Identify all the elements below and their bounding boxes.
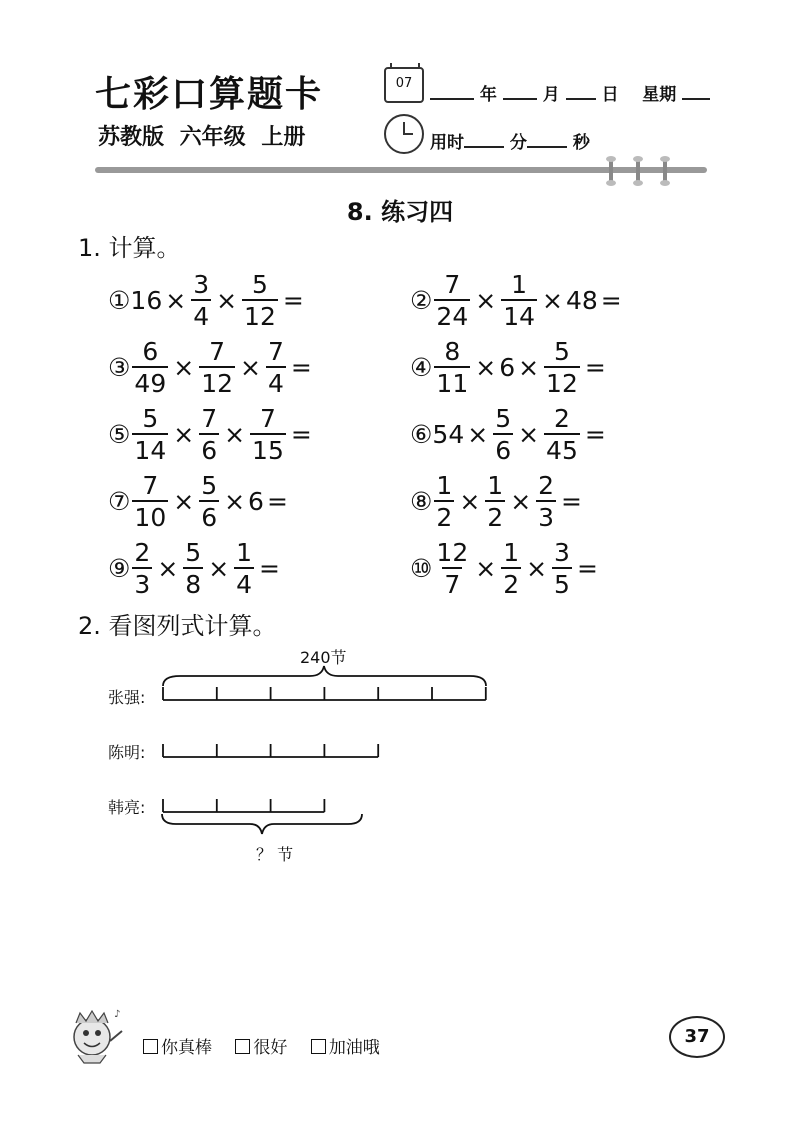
times-sign: ×	[173, 420, 195, 449]
times-sign: ×	[224, 420, 246, 449]
numerator: 1	[436, 471, 453, 500]
problem-number: ⑦	[108, 487, 131, 516]
denominator: 2	[501, 567, 521, 597]
bottom-brace	[162, 814, 362, 834]
numerator: 5	[554, 337, 570, 366]
times-sign: ×	[475, 554, 497, 583]
numerator: 1	[503, 538, 520, 567]
problem-number: ⑤	[108, 420, 131, 449]
checkbox-icon[interactable]	[143, 1039, 158, 1054]
numerator: 8	[444, 337, 461, 366]
problem-number: ④	[410, 353, 433, 382]
denominator: 6	[199, 500, 219, 530]
denominator: 2	[485, 500, 505, 530]
denominator: 6	[199, 433, 219, 463]
time-label: 用时	[430, 133, 464, 153]
denominator: 14	[132, 433, 168, 463]
integer: 6	[248, 487, 264, 516]
denominator: 3	[132, 567, 152, 597]
denominator: 10	[132, 500, 168, 530]
total-label: 240节	[300, 648, 347, 667]
denominator: 7	[442, 567, 462, 597]
times-sign: ×	[542, 286, 563, 315]
equals-sign: =	[576, 554, 598, 583]
numerator: 2	[134, 538, 151, 567]
integer: 54	[432, 420, 465, 449]
numerator: 7	[201, 404, 218, 433]
numerator: 5	[142, 404, 159, 433]
integer: 16	[130, 286, 163, 315]
numerator: 6	[142, 337, 159, 366]
problem-number: ⑥	[410, 420, 433, 449]
denominator: 12	[199, 366, 235, 396]
problem-number: ②	[410, 286, 433, 315]
times-sign: ×	[475, 353, 497, 382]
equals-sign: =	[282, 286, 304, 315]
denominator: 3	[536, 500, 556, 530]
times-sign: ×	[165, 286, 187, 315]
year-label: 年	[479, 85, 497, 105]
times-sign: ×	[518, 353, 540, 382]
denominator: 12	[544, 366, 580, 396]
times-sign: ×	[173, 487, 195, 516]
option-good[interactable]: 很好	[235, 1038, 287, 1058]
integer: 48	[565, 286, 598, 315]
checkbox-icon[interactable]	[311, 1039, 326, 1054]
numerator: 7	[260, 404, 276, 433]
second-label: 秒	[572, 133, 590, 153]
rating-options	[143, 1033, 398, 1058]
minute-label: 分	[509, 133, 527, 153]
times-sign: ×	[240, 353, 261, 382]
equals-sign: =	[266, 487, 288, 516]
times-sign: ×	[510, 487, 532, 516]
problem-number: ⑧	[410, 487, 433, 516]
numerator: 12	[436, 538, 469, 567]
numerator: 7	[444, 270, 461, 299]
problem-number: ⑨	[108, 554, 131, 583]
times-sign: ×	[173, 353, 195, 382]
numerator: 3	[554, 538, 570, 567]
mascot-icon	[70, 1003, 128, 1065]
denominator: 49	[132, 366, 168, 396]
numerator: 1	[236, 538, 253, 567]
denominator: 8	[183, 567, 203, 597]
problem-number: ③	[108, 353, 131, 382]
times-sign: ×	[518, 420, 540, 449]
equals-sign: =	[600, 286, 622, 315]
edition-label: 苏教版 六年级 上册	[98, 125, 306, 150]
times-sign: ×	[216, 286, 238, 315]
equals-sign: =	[584, 420, 606, 449]
row-label-chenming: 陈明:	[108, 743, 146, 762]
times-sign: ×	[208, 554, 230, 583]
denominator: 14	[501, 299, 537, 329]
numerator: 1	[487, 471, 504, 500]
numerator: 1	[511, 270, 528, 299]
numerator: 5	[185, 538, 202, 567]
numerator: 5	[495, 404, 512, 433]
checkbox-icon[interactable]	[235, 1039, 250, 1054]
equals-sign: =	[290, 353, 312, 382]
brand-title: 七彩口算题卡	[95, 73, 324, 115]
q2-heading: 2. 看图列式计算。	[78, 612, 277, 640]
times-sign: ×	[475, 286, 497, 315]
question-label: ？ 节	[256, 845, 294, 864]
times-sign: ×	[459, 487, 481, 516]
times-sign: ×	[224, 487, 246, 516]
equals-sign: =	[584, 353, 606, 382]
svg-text:♪: ♪	[114, 1009, 121, 1020]
problem-number: ⑩	[410, 554, 433, 583]
denominator: 15	[250, 433, 286, 463]
month-label: 月	[542, 85, 560, 105]
denominator: 5	[552, 567, 572, 597]
equals-sign: =	[259, 554, 280, 583]
denominator: 12	[242, 299, 278, 329]
denominator: 6	[493, 433, 513, 463]
weekday-label: 星期	[642, 85, 677, 105]
numerator: 7	[209, 337, 226, 366]
denominator: 4	[191, 299, 211, 329]
page-number: 37	[669, 1016, 725, 1058]
numerator: 5	[201, 471, 218, 500]
problem-number: ①	[108, 286, 131, 315]
denominator: 4	[266, 366, 286, 396]
row-label-hanliang: 韩亮:	[108, 798, 146, 817]
option-great[interactable]: 你真棒	[143, 1038, 212, 1058]
row-label-zhangqiang: 张强:	[108, 688, 146, 707]
q1-heading: 1. 计算。	[78, 234, 181, 262]
numerator: 2	[554, 404, 570, 433]
day-label: 日	[601, 85, 619, 105]
numerator: 2	[538, 471, 555, 500]
section-title: 8. 练习四	[346, 198, 454, 226]
denominator: 24	[434, 299, 470, 329]
denominator: 45	[544, 433, 580, 463]
option-keep-going[interactable]: 加油哦	[311, 1038, 380, 1058]
equals-sign: =	[290, 420, 312, 449]
numerator: 3	[193, 270, 210, 299]
times-sign: ×	[526, 554, 548, 583]
numerator: 7	[267, 337, 284, 366]
top-brace	[163, 666, 486, 686]
denominator: 2	[434, 500, 454, 530]
numerator: 7	[142, 471, 159, 500]
times-sign: ×	[157, 554, 179, 583]
numerator: 5	[252, 270, 268, 299]
times-sign: ×	[467, 420, 489, 449]
denominator: 11	[434, 366, 470, 396]
equals-sign: =	[561, 487, 582, 516]
denominator: 4	[234, 567, 254, 597]
integer: 6	[499, 353, 516, 382]
calendar-day: 07	[395, 76, 413, 91]
